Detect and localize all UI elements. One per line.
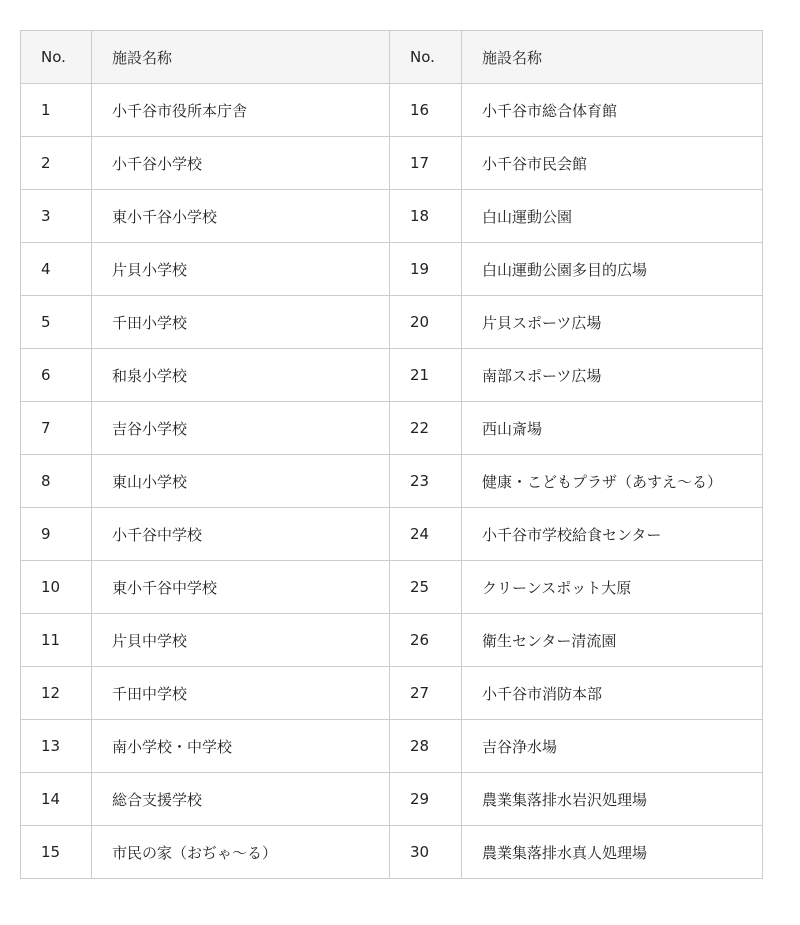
row-number-right: 17	[390, 137, 462, 190]
facility-name-left: 小千谷中学校	[92, 508, 390, 561]
table-row	[21, 190, 763, 243]
table-row	[21, 137, 763, 190]
facility-name-right: 白山運動公園	[462, 190, 763, 243]
facility-name-right: クリーンスポット大原	[462, 561, 763, 614]
row-number-right: 24	[390, 508, 462, 561]
row-number-left: 2	[21, 137, 92, 190]
facility-name-left: 南小学校・中学校	[92, 720, 390, 773]
row-number-right: 26	[390, 614, 462, 667]
table-row	[21, 455, 763, 508]
table-row	[21, 349, 763, 402]
table-row	[21, 84, 763, 137]
table-row	[21, 243, 763, 296]
facility-name-left: 吉谷小学校	[92, 402, 390, 455]
row-number-right: 21	[390, 349, 462, 402]
facility-name-left: 千田中学校	[92, 667, 390, 720]
row-number-left: 9	[21, 508, 92, 561]
table-header	[21, 31, 763, 84]
row-number-left: 14	[21, 773, 92, 826]
row-number-right: 22	[390, 402, 462, 455]
row-number-right: 25	[390, 561, 462, 614]
facility-name-right: 農業集落排水真人処理場	[462, 826, 763, 879]
facility-name-right: 小千谷市民会館	[462, 137, 763, 190]
facility-name-left: 東小千谷小学校	[92, 190, 390, 243]
row-number-right: 28	[390, 720, 462, 773]
row-number-right: 18	[390, 190, 462, 243]
table-row	[21, 720, 763, 773]
facility-name-right: 健康・こどもプラザ（あすえ～る）	[462, 455, 763, 508]
table-row	[21, 402, 763, 455]
facility-name-right: 小千谷市学校給食センター	[462, 508, 763, 561]
row-number-left: 1	[21, 84, 92, 137]
facility-name-left: 東山小学校	[92, 455, 390, 508]
facility-name-right: 片貝スポーツ広場	[462, 296, 763, 349]
row-number-right: 30	[390, 826, 462, 879]
table-row	[21, 296, 763, 349]
facility-name-left: 千田小学校	[92, 296, 390, 349]
facility-name-right: 西山斎場	[462, 402, 763, 455]
row-number-left: 8	[21, 455, 92, 508]
facility-name-right: 南部スポーツ広場	[462, 349, 763, 402]
row-number-right: 27	[390, 667, 462, 720]
facility-name-left: 和泉小学校	[92, 349, 390, 402]
facility-name-right: 小千谷市消防本部	[462, 667, 763, 720]
facility-table-container	[20, 30, 762, 879]
row-number-left: 7	[21, 402, 92, 455]
row-number-left: 12	[21, 667, 92, 720]
header-name-right: 施設名称	[462, 31, 763, 84]
table-row	[21, 773, 763, 826]
row-number-left: 6	[21, 349, 92, 402]
facility-name-left: 片貝中学校	[92, 614, 390, 667]
row-number-left: 15	[21, 826, 92, 879]
facility-name-left: 市民の家（おぢゃ～る）	[92, 826, 390, 879]
facility-name-right: 衛生センター清流園	[462, 614, 763, 667]
facility-name-left: 小千谷小学校	[92, 137, 390, 190]
facility-name-right: 小千谷市総合体育館	[462, 84, 763, 137]
row-number-right: 19	[390, 243, 462, 296]
facility-name-left: 小千谷市役所本庁舎	[92, 84, 390, 137]
row-number-right: 16	[390, 84, 462, 137]
header-row	[21, 31, 763, 84]
table-row	[21, 826, 763, 879]
table-row	[21, 508, 763, 561]
header-no-right: No.	[390, 31, 462, 84]
table-row	[21, 561, 763, 614]
facility-name-right: 吉谷浄水場	[462, 720, 763, 773]
row-number-left: 11	[21, 614, 92, 667]
row-number-right: 29	[390, 773, 462, 826]
row-number-right: 23	[390, 455, 462, 508]
table-row	[21, 614, 763, 667]
row-number-right: 20	[390, 296, 462, 349]
header-name-left: 施設名称	[92, 31, 390, 84]
facility-name-right: 農業集落排水岩沢処理場	[462, 773, 763, 826]
table-row	[21, 667, 763, 720]
row-number-left: 13	[21, 720, 92, 773]
row-number-left: 4	[21, 243, 92, 296]
row-number-left: 3	[21, 190, 92, 243]
facility-name-left: 東小千谷中学校	[92, 561, 390, 614]
facility-name-left: 片貝小学校	[92, 243, 390, 296]
facility-name-right: 白山運動公園多目的広場	[462, 243, 763, 296]
row-number-left: 10	[21, 561, 92, 614]
table-body	[21, 84, 763, 879]
header-no-left: No.	[21, 31, 92, 84]
row-number-left: 5	[21, 296, 92, 349]
facility-table	[20, 30, 763, 879]
facility-name-left: 総合支援学校	[92, 773, 390, 826]
